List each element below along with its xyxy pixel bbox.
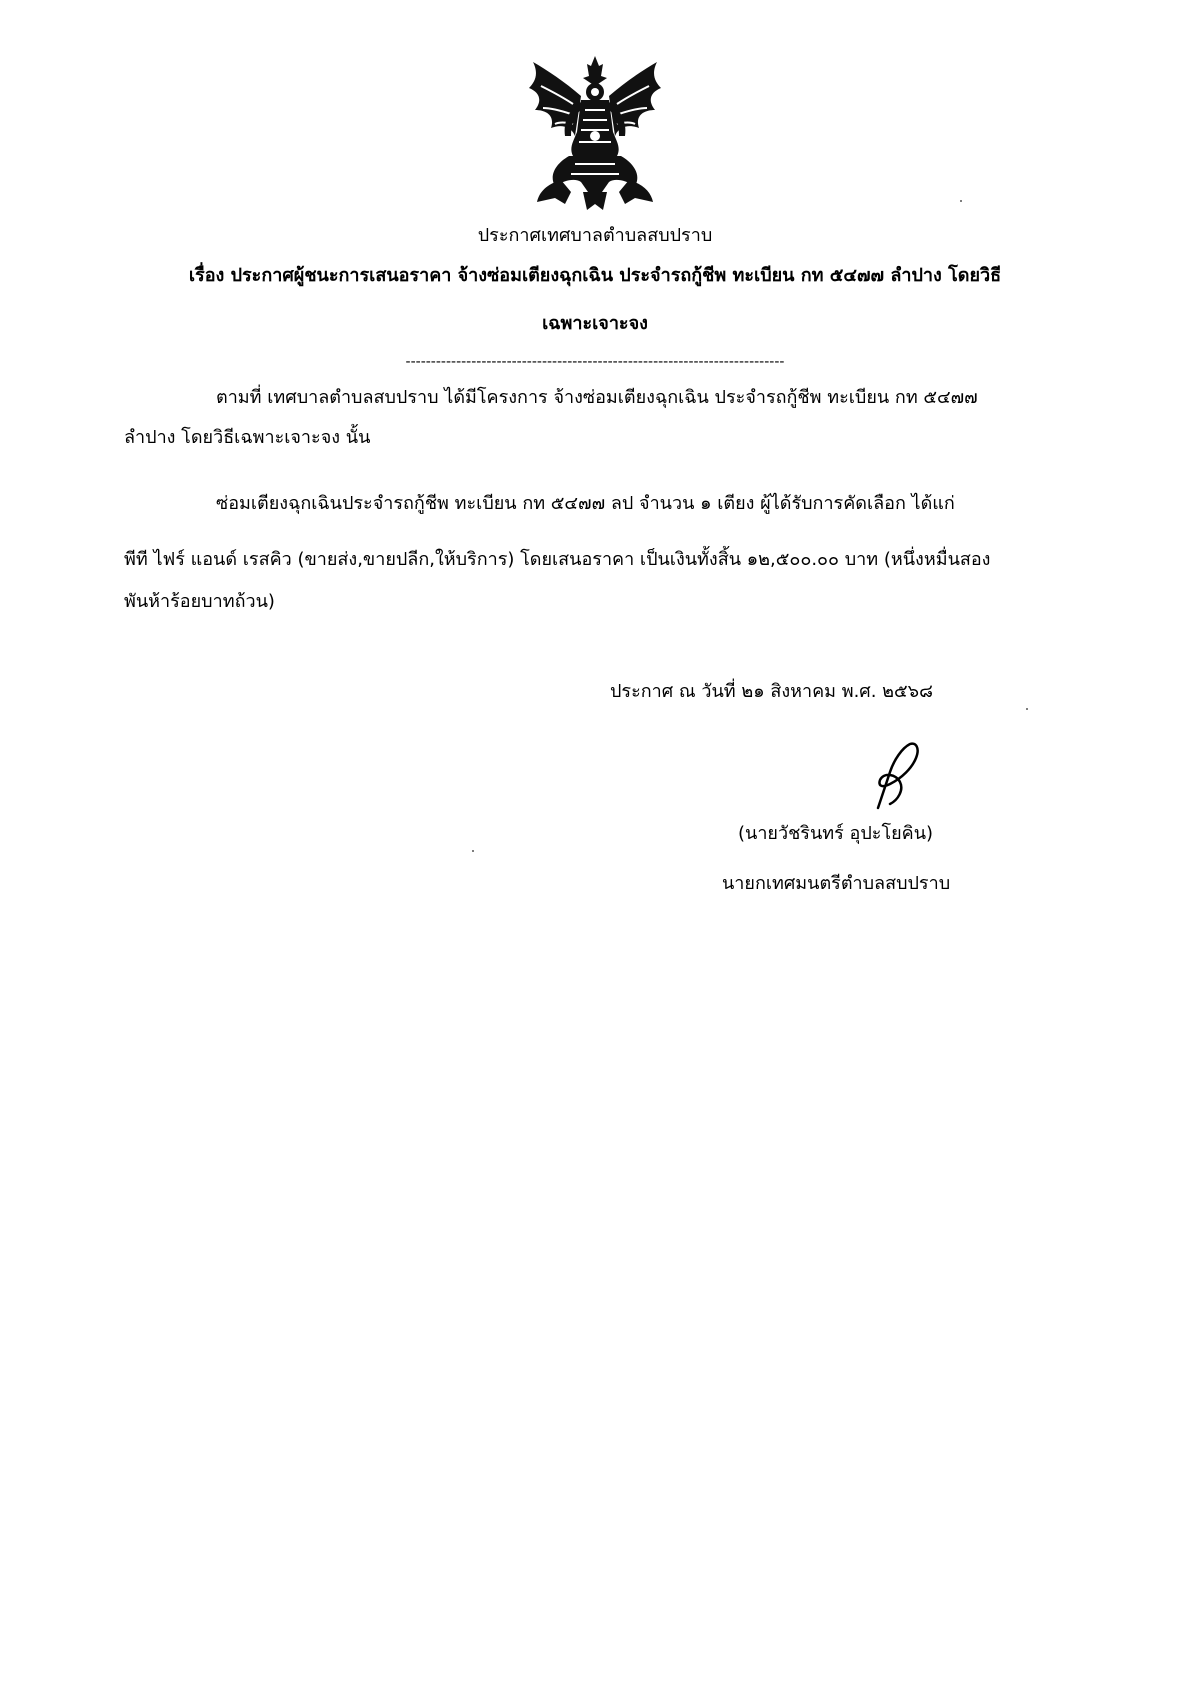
body-paragraph-2-line-2: พีที ไฟร์ แอนด์ เรสคิว (ขายส่ง,ขายปลีก,ให้บริการ) โดยเสนอราคา เป็นเงินทั้งสิ้น ๑๒,๕๐๐.๐๐ บาท (หนึ่งหมื่นสอง [124, 549, 991, 570]
announcement-title: ประกาศเทศบาลตำบลสบปราบ [477, 225, 713, 246]
garuda-emblem-icon [525, 52, 665, 214]
body-paragraph-1-line-1: ตามที่ เทศบาลตำบลสบปราบ ได้มีโครงการ จ้างซ่อมเตียงฉุกเฉิน ประจำรถกู้ชีพ ทะเบียน กท ๕๔๗๗ [216, 387, 978, 408]
header-divider: --------------------------------------------------------------------------- [405, 354, 785, 370]
announcement-date: ประกาศ ณ วันที่ ๒๑ สิงหาคม พ.ศ. ๒๕๖๘ [610, 681, 933, 702]
signer-name: (นายวัชรินทร์ อุปะโยคิน) [738, 823, 934, 844]
announcement-subject-line-2: เฉพาะเจาะจง [542, 313, 648, 334]
body-paragraph-2-line-3: พันห้าร้อยบาทถ้วน) [124, 591, 275, 612]
body-paragraph-2-line-1: ซ่อมเตียงฉุกเฉินประจำรถกู้ชีพ ทะเบียน กท ๕๔๗๗ ลป จำนวน ๑ เตียง ผู้ได้รับการคัดเลือก ได้แก่ [216, 493, 955, 514]
announcement-subject-line-1: เรื่อง ประกาศผู้ชนะการเสนอราคา จ้างซ่อมเตียงฉุกเฉิน ประจำรถกู้ชีพ ทะเบียน กท ๕๔๗๗ ลำปาง โดยวิธี [188, 265, 1002, 286]
body-paragraph-1-line-2: ลำปาง โดยวิธีเฉพาะเจาะจง นั้น [124, 427, 371, 448]
scan-speck [1026, 708, 1028, 710]
signature-mark [850, 738, 930, 812]
scan-speck [472, 850, 474, 852]
signer-title: นายกเทศมนตรีตำบลสบปราบ [722, 873, 951, 894]
scan-speck [960, 200, 962, 202]
